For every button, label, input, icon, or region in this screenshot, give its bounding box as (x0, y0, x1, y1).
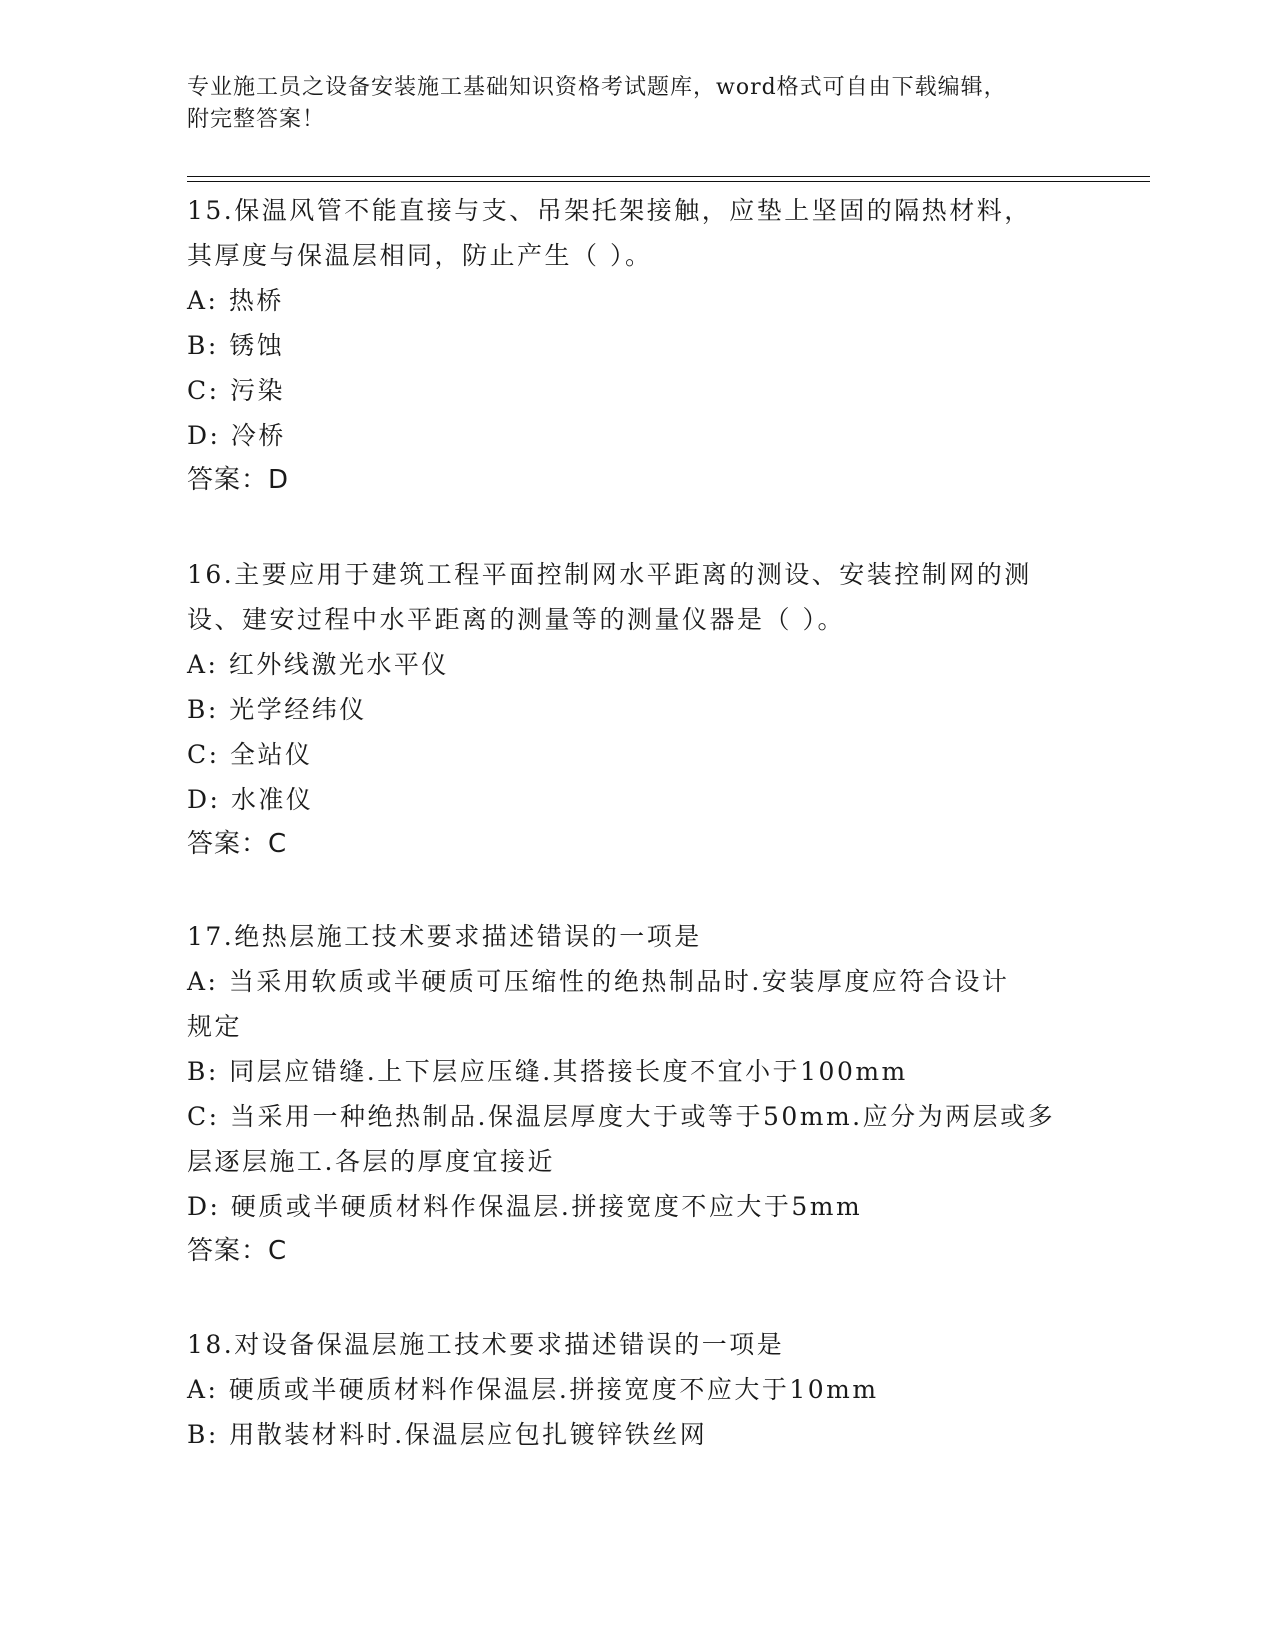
option-b: B: 锈蚀 (187, 331, 285, 360)
option-b: B: 同层应错缝.上下层应压缝.其搭接长度不宜小于100mm (187, 1057, 908, 1086)
option-b: B: 光学经纬仪 (187, 695, 367, 724)
question-text: 15.保温风管不能直接与支、吊架托架接触，应垫上坚固的隔热材料， (187, 196, 1032, 225)
answer-line: 答案：D (187, 465, 290, 495)
question-text: 18.对设备保温层施工技术要求描述错误的一项是 (187, 1330, 785, 1359)
answer-line: 答案：C (187, 829, 288, 859)
option-d: D: 冷桥 (187, 421, 286, 450)
question-text: 其厚度与保温层相同，防止产生（ ）。 (187, 241, 653, 270)
question-18 (187, 1322, 1087, 1457)
option-b: B: 用散装材料时.保温层应包扎镀锌铁丝网 (187, 1420, 708, 1449)
question-16 (187, 552, 1087, 867)
header-line-1: 专业施工员之设备安装施工基础知识资格考试题库，word格式可自由下载编辑， (187, 75, 1007, 100)
header-divider-top (187, 176, 1150, 177)
option-d: D: 水准仪 (187, 785, 314, 814)
header-line-2: 附完整答案！ (187, 107, 326, 132)
document-header (187, 72, 1067, 136)
option-a: A: 红外线激光水平仪 (187, 650, 449, 679)
question-text: 17.绝热层施工技术要求描述错误的一项是 (187, 922, 702, 951)
option-a: A: 热桥 (187, 286, 284, 315)
option-d: D: 硬质或半硬质材料作保温层.拼接宽度不应大于5mm (187, 1192, 863, 1221)
question-17 (187, 914, 1087, 1274)
option-c: C: 全站仪 (187, 740, 313, 769)
option-a: A: 当采用软质或半硬质可压缩性的绝热制品时.安装厚度应符合设计 (187, 967, 1010, 996)
option-c: C: 当采用一种绝热制品.保温层厚度大于或等于50mm.应分为两层或多 (187, 1102, 1056, 1131)
option-c-continued: 层逐层施工.各层的厚度宜接近 (187, 1147, 555, 1176)
question-15 (187, 188, 1087, 503)
option-c: C: 污染 (187, 376, 285, 405)
header-divider-bottom (187, 181, 1150, 182)
question-text: 16.主要应用于建筑工程平面控制网水平距离的测设、安装控制网的测 (187, 560, 1032, 589)
question-text: 设、建安过程中水平距离的测量等的测量仪器是（ ）。 (187, 605, 845, 634)
option-a: A: 硬质或半硬质材料作保温层.拼接宽度不应大于10mm (187, 1375, 879, 1404)
answer-line: 答案：C (187, 1236, 288, 1266)
option-a-continued: 规定 (187, 1012, 243, 1041)
